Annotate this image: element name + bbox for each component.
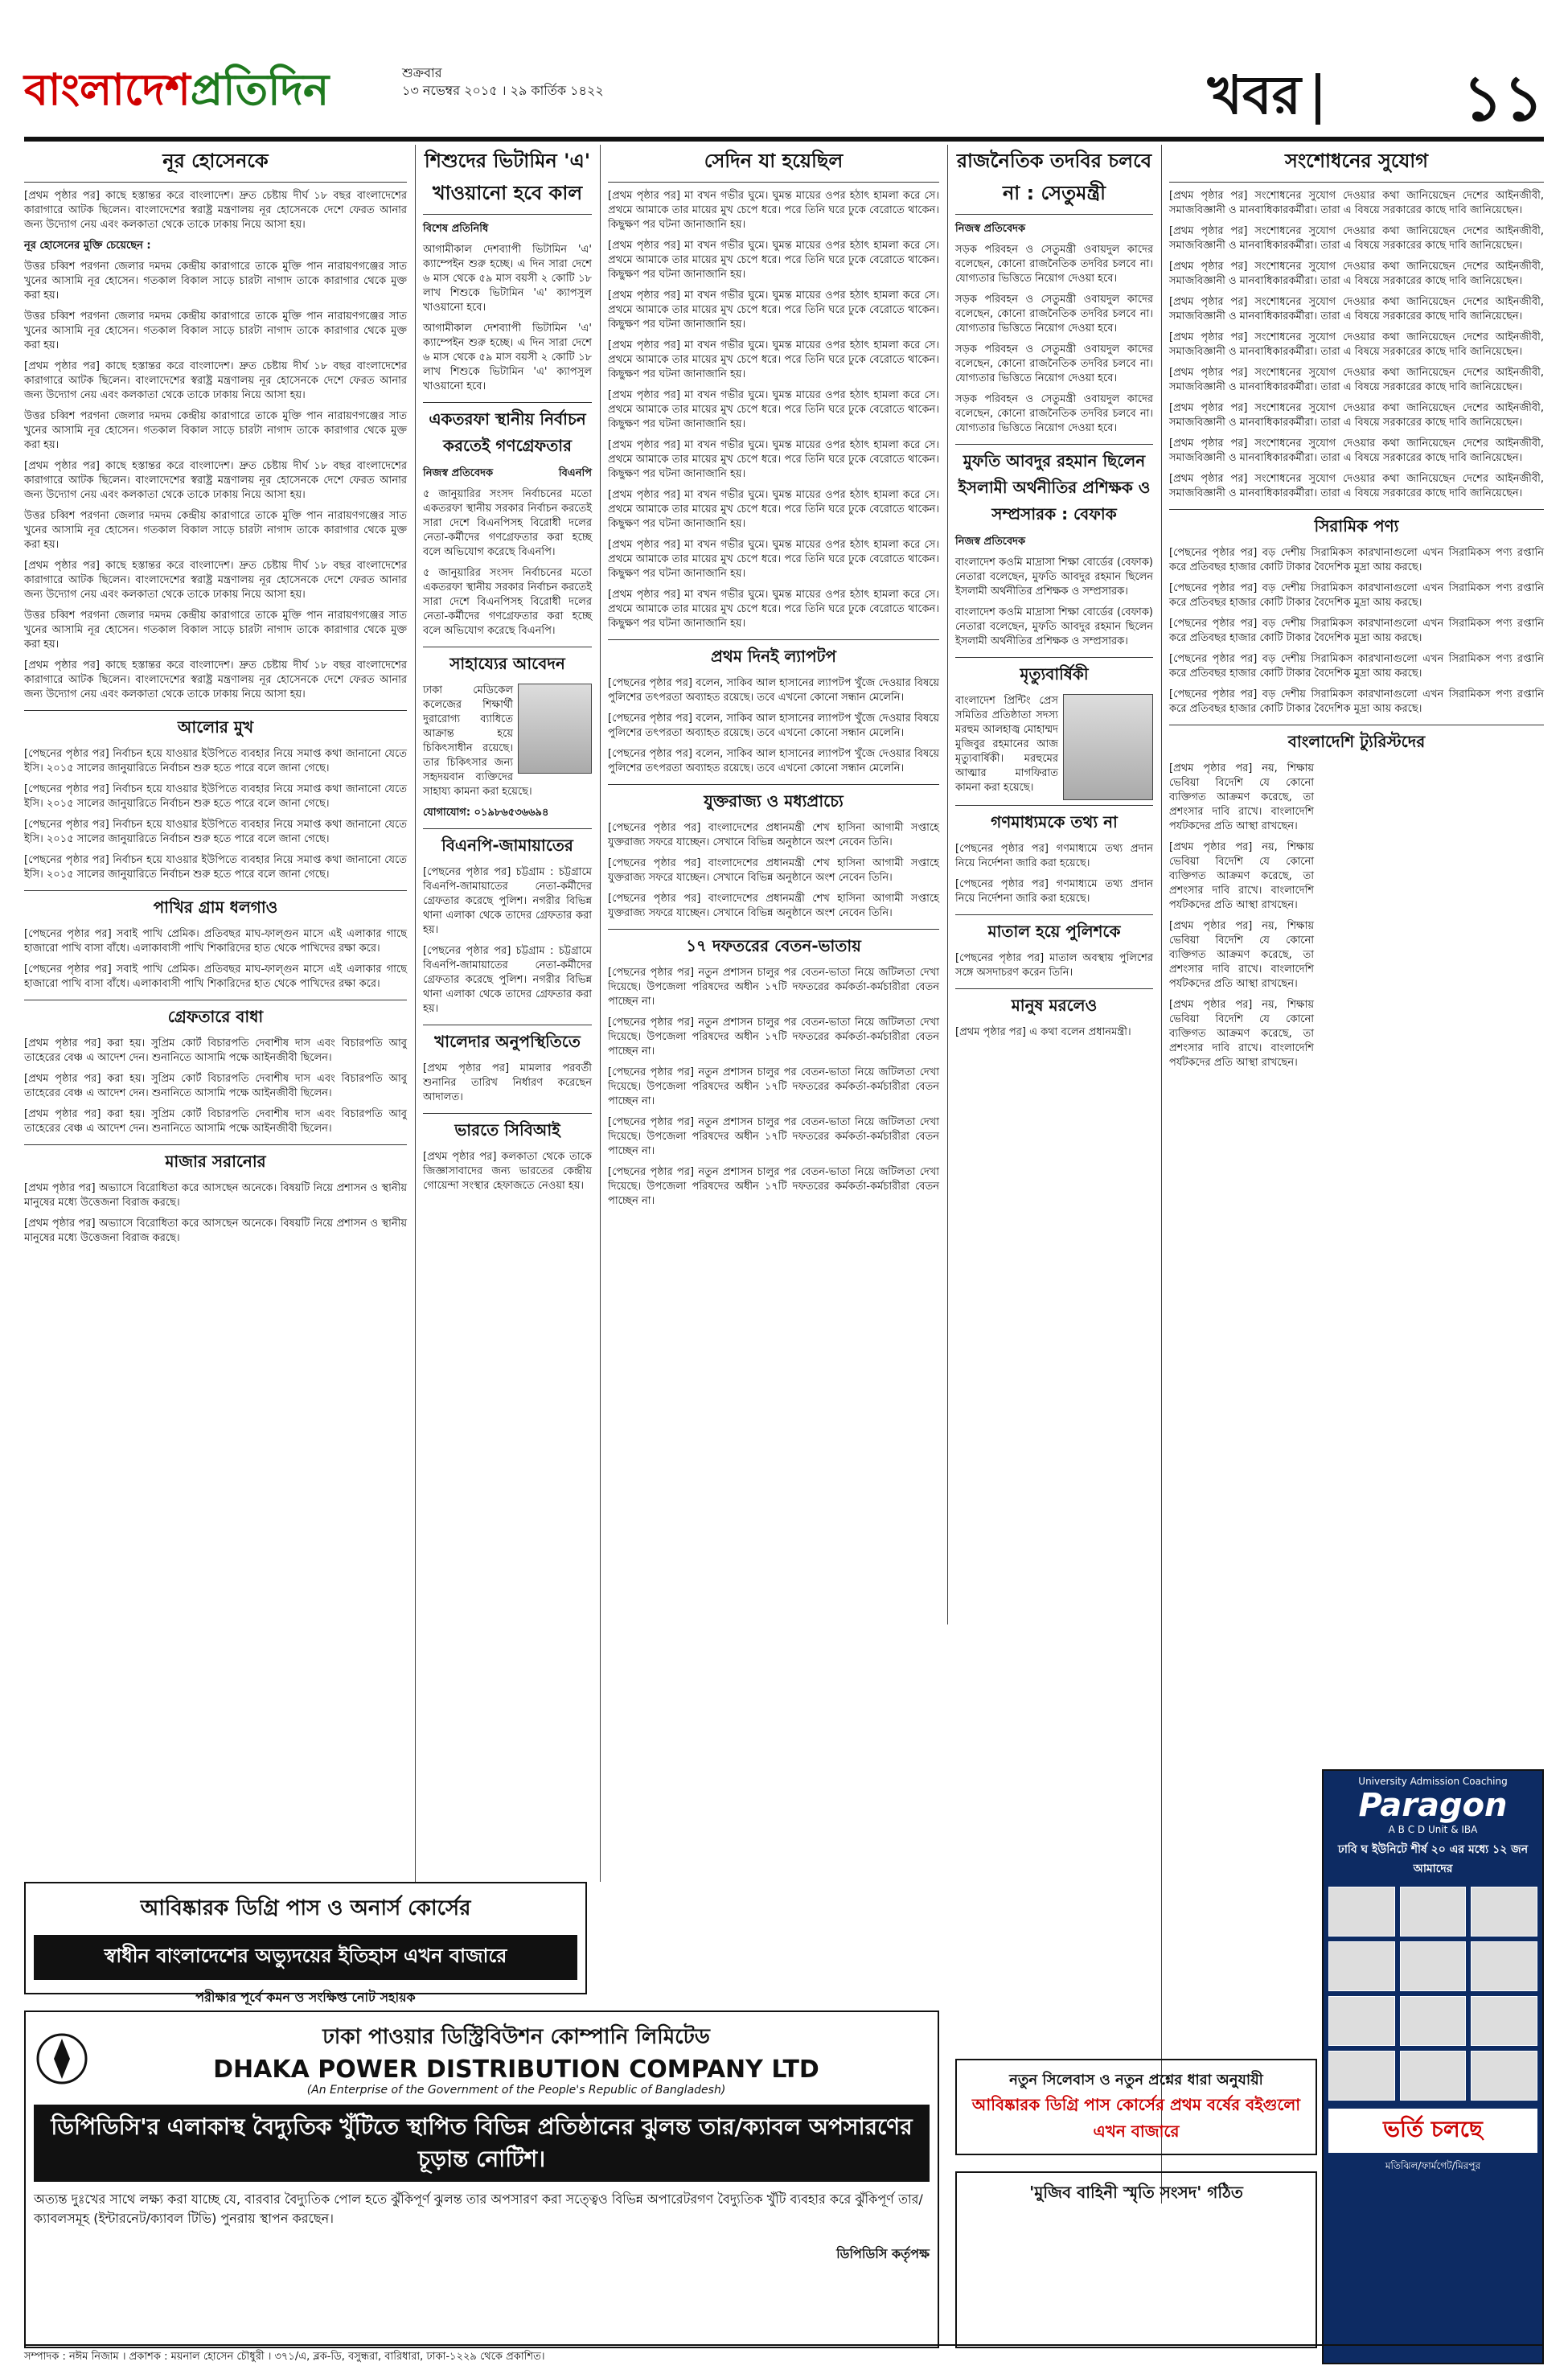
- dpdc-header: [34, 2020, 930, 2097]
- student-photo: [1400, 2051, 1467, 2101]
- section-divider: [1316, 73, 1320, 125]
- article-text: [পেছনের পৃষ্ঠার পর] নির্বাচন হয়ে যাওয়ার ইউপিতে ব্যবহার নিয়ে সমাপ্ত কথা জানানো যেতে ইসি। ২০১৫ সালের জানুয়ারিতে নির্বাচন শুরু হতে পারে বলে জানা গেছে।: [24, 854, 407, 881]
- student-photo: [1400, 1941, 1467, 1991]
- article-text: [প্রথম পৃষ্ঠার পর] সংশোধনের সুযোগ দেওয়ার কথা জানিয়েছেন দেশের আইনজীবী, সমাজবিজ্ঞানী ও মানবাধিকারকর্মীরা। তারা এ বিষয়ে সরকারের কাছে দাবি জানিয়েছেন।: [1169, 367, 1544, 393]
- article-text: [প্রথম পৃষ্ঠার পর] সংশোধনের সুযোগ দেওয়ার কথা জানিয়েছেন দেশের আইনজীবী, সমাজবিজ্ঞানী ও মানবাধিকারকর্মীরা। তারা এ বিষয়ে সরকারের কাছে দাবি জানিয়েছেন।: [1169, 402, 1544, 429]
- headline: সাহায্যের আবেদন: [423, 647, 592, 679]
- dpdc-logo-icon: [34, 2031, 90, 2087]
- student-photo-grid: [1328, 1887, 1537, 2101]
- student-photo: [1400, 1887, 1467, 1937]
- section-name: খবর: [1207, 64, 1301, 126]
- student-photo: [1400, 1996, 1467, 2046]
- article-text: [পেছনের পৃষ্ঠার পর] চট্টগ্রাম : চট্টগ্রামে বিএনপি-জামায়াতের নেতা-কর্মীদের গ্রেফতার করেছে পুলিশ। নগরীর বিভিন্ন থানা এলাকা থেকে তাদের গ্রেফতার করা হয়।: [423, 945, 592, 1015]
- student-photo: [1471, 1996, 1537, 2046]
- column-1: [24, 145, 407, 1252]
- article-text: [পেছনের পৃষ্ঠার পর] চট্টগ্রাম : চট্টগ্রামে বিএনপি-জামায়াতের নেতা-কর্মীদের গ্রেফতার করেছে পুলিশ। নগরীর বিভিন্ন থানা এলাকা থেকে তাদের গ্রেফতার করা হয়।: [423, 866, 592, 936]
- article-text: [প্রথম পৃষ্ঠার পর] অভ্যাসে বিরোধিতা করে আসছেন অনেকে। বিষয়টি নিয়ে প্রশাসন ও স্থানীয় মানুষের মধ্যে উত্তেজনা বিরাজ করছে।: [24, 1218, 407, 1244]
- dpdc-notice-body: অত্যন্ত দুঃখের সাথে লক্ষ্য করা যাচ্ছে যে, বারবার বৈদ্যুতিক পোল হতে ঝুঁকিপূর্ণ ঝুলন্ত তার অপসারণ করা সত্ত্বেও বিভিন্ন অপারেটরগণ বৈদ্যুতিক খুঁটি ব্যবহার করে ঝুঁকিপূর্ণ তার/ক্যাবলসমূহ (ইন্টারনেট/ক্যাবল টিভি) পুনরায় স্থাপন করছেন।: [34, 2191, 923, 2226]
- article-text: [পেছনের পৃষ্ঠার পর] নতুন প্রশাসন চালুর পর বেতন-ভাতা নিয়ে জটিলতা দেখা দিয়েছে। উপজেলা পরিষদের অধীন ১৭টি দফতরের কর্মকর্তা-কর্মচারীরা বেতন পাচ্ছেন না।: [608, 1066, 939, 1107]
- coaching-units: A B C D Unit & IBA: [1388, 1824, 1478, 1835]
- article-text: [পেছনের পৃষ্ঠার পর] বাংলাদেশের প্রধানমন্ত্রী শেখ হাসিনা আগামী সপ্তাহে যুক্তরাজ্য সফরে যাচ্ছেন। সেখানে বিভিন্ন অনুষ্ঠানে অংশ নেবেন তিনি।: [608, 893, 939, 919]
- article-text: [পেছনের পৃষ্ঠার পর] নতুন প্রশাসন চালুর পর বেতন-ভাতা নিয়ে জটিলতা দেখা দিয়েছে। উপজেলা পরিষদের অধীন ১৭টি দফতরের কর্মকর্তা-কর্মচারীরা বেতন পাচ্ছেন না।: [608, 1116, 939, 1157]
- person-photo: [1063, 694, 1153, 800]
- ad-title: আবিষ্কারক ডিগ্রি পাস ও অনার্স কোর্সের: [140, 1896, 471, 1920]
- dpdc-name-bangla: ঢাকা পাওয়ার ডিস্ট্রিবিউশন কোম্পানি লিমিটেড: [322, 2025, 710, 2049]
- headline: মুফতি আবদুর রহমান ছিলেন ইসলামী অর্থনীতির প্রশিক্ষক ও সম্প্রসারক : বেফাক: [955, 444, 1153, 529]
- ad-subtitle: স্বাধীন বাংলাদেশের অভ্যুদয়ের ইতিহাস এখন বাজারে: [34, 1935, 577, 1980]
- article-text: উত্তর চব্বিশ পরগনা জেলার দমদম কেন্দ্রীয় কারাগারে তাকে মুক্তি পান নারায়ণগঞ্জের সাত খুনের আসামি নূর হোসেন। গতকাল বিকাল সাড়ে চারটা নাগাদ তাকে কারাগার থেকে মুক্ত করা হয়।: [24, 610, 407, 651]
- student-photo: [1328, 1941, 1395, 1991]
- headline: মাজার সরানোর: [24, 1144, 407, 1177]
- article-text: [প্রথম পৃষ্ঠার পর] নয়, শিক্ষায় ভেবিয়া বিদেশি যে কোনো ব্যক্তিগত আক্রমণ করেছে, তা প্রশংসার দাবি রাখে। বাংলাদেশি পর্যটকদের প্রতি আস্থা রাখছেন।: [1169, 841, 1314, 911]
- headline: মৃত্যুবার্ষিকী: [955, 657, 1153, 689]
- article-text: [প্রথম পৃষ্ঠার পর] মামলার পরবর্তী শুনানির তারিখ নির্ধারণ করেছেন আদালত।: [423, 1062, 592, 1103]
- degree-book-ad: [24, 1882, 587, 2005]
- headline: ১৭ দফতরের বেতন-ভাতায়: [608, 929, 939, 961]
- article-text: উত্তর চব্বিশ পরগনা জেলার দমদম কেন্দ্রীয় কারাগারে তাকে মুক্তি পান নারায়ণগঞ্জের সাত খুনের আসামি নূর হোসেন। গতকাল বিকাল সাড়ে চারটা নাগাদ তাকে কারাগার থেকে মুক্ত করা হয়।: [24, 510, 407, 551]
- article-text: [প্রথম পৃষ্ঠার পর] করা হয়। সুপ্রিম কোর্ট বিচারপতি দেবাশীষ দাস এবং বিচারপতি আবু তাহেরের বেঞ্চ এ আদেশ দেন। শুনানিতে আসামি পক্ষে আইনজীবী ছিলেন।: [24, 1073, 407, 1099]
- headline: প্রথম দিনই ল্যাপটপ: [608, 639, 939, 672]
- article-text: [প্রথম পৃষ্ঠার পর] করা হয়। সুপ্রিম কোর্ট বিচারপতি দেবাশীষ দাস এবং বিচারপতি আবু তাহেরের বেঞ্চ এ আদেশ দেন। শুনানিতে আসামি পক্ষে আইনজীবী ছিলেন।: [24, 1108, 407, 1135]
- headline: খালেদার অনুপস্থিতিতে: [423, 1025, 592, 1057]
- article-text: [প্রথম পৃষ্ঠার পর] সংশোধনের সুযোগ দেওয়ার কথা জানিয়েছেন দেশের আইনজীবী, সমাজবিজ্ঞানী ও মানবাধিকারকর্মীরা। তারা এ বিষয়ে সরকারের কাছে দাবি জানিয়েছেন।: [1169, 473, 1544, 499]
- dpdc-notice-ad: [24, 2011, 939, 2348]
- page-number: ১১: [1462, 63, 1544, 135]
- article-text: [পেছনের পৃষ্ঠার পর] নতুন প্রশাসন চালুর পর বেতন-ভাতা নিয়ে জটিলতা দেখা দিয়েছে। উপজেলা পরিষদের অধীন ১৭টি দফতরের কর্মকর্তা-কর্মচারীরা বেতন পাচ্ছেন না।: [608, 967, 939, 1008]
- article-text: [প্রথম পৃষ্ঠার পর] নয়, শিক্ষায় ভেবিয়া বিদেশি যে কোনো ব্যক্তিগত আক্রমণ করেছে, তা প্রশংসার দাবি রাখে। বাংলাদেশি পর্যটকদের প্রতি আস্থা রাখছেন।: [1169, 762, 1314, 832]
- student-photo: [1328, 2051, 1395, 2101]
- article-text: [প্রথম পৃষ্ঠার পর] এ কথা বলেন প্রধানমন্ত্রী।: [955, 1026, 1131, 1038]
- date-line: ১৩ নভেম্বর ২০১৫ । ২৯ কার্তিক ১৪২২: [402, 83, 604, 98]
- brand-logo: [24, 56, 329, 129]
- headline: বিএনপি-জামায়াতের: [423, 828, 592, 860]
- article-text: নূর হোসেনের মুক্তি চেয়েছেন :: [24, 240, 151, 252]
- article-text: [প্রথম পৃষ্ঠার পর] সংশোধনের সুযোগ দেওয়ার কথা জানিয়েছেন দেশের আইনজীবী, সমাজবিজ্ঞানী ও মানবাধিকারকর্মীরা। তারা এ বিষয়ে সরকারের কাছে দাবি জানিয়েছেন।: [1169, 190, 1544, 216]
- article-text: [পেছনের পৃষ্ঠার পর] গণমাধ্যমে তথ্য প্রদান নিয়ে নির্দেশনা জারি করা হয়েছে।: [955, 878, 1153, 905]
- article-text: বাংলাদেশ কওমি মাদ্রাসা শিক্ষা বোর্ডের (বেফাক) নেতারা বলেছেন, মুফতি আবদুর রহমান ছিলেন ইসলামী অর্থনীতির প্রশিক্ষক ও সম্প্রসারক।: [955, 606, 1153, 647]
- article-text: [পেছনের পৃষ্ঠার পর] বড় দেশীয় সিরামিকস কারখানাগুলো এখন সিরামিকস পণ্য রপ্তানি করে প্রতিবছর হাজার কোটি টাকার বৈদেশিক মুদ্রা আয় করছে।: [1169, 547, 1544, 573]
- ad-title: নতুন সিলেবাস ও নতুন প্রশ্নের ধারা অনুযায়ী: [1009, 2072, 1263, 2089]
- headline: একতরফা স্থানীয় নির্বাচন করতেই গণগ্রেফতার: [423, 402, 592, 461]
- paragon-coaching-ad: [1322, 1769, 1544, 2364]
- headline: সংশোধনের সুযোগ: [1169, 146, 1544, 183]
- coaching-result: ঢাবি ঘ ইউনিটে শীর্ষ ২০ এর মধ্যে ১২ জন আমাদের: [1337, 1843, 1529, 1875]
- article-text: ৫ জানুয়ারির সংসদ নির্বাচনের মতো একতরফা স্থানীয় সরকার নির্বাচন করতেই সারা দেশে বিএনপিসহ বিরোধী দলের নেতা-কর্মীদের গণগ্রেফতার করা হচ্ছে বলে অভিযোগ করেছে বিএনপি।: [423, 567, 592, 637]
- article-text: [প্রথম পৃষ্ঠার পর] মা বখন গভীর ঘুমে। ঘুমন্ত মায়ের ওপর হঠাৎ হামলা করে সে। প্রথমে আমাকে তার মায়ের মুখ চেপে ধরে। পরে তিনি ঘরে ঢুকে বেরোতে থাকেন। কিছুক্ষণ পর ঘটনা জানাজানি হয়।: [608, 439, 939, 480]
- article-text: [প্রথম পৃষ্ঠার পর] মা বখন গভীর ঘুমে। ঘুমন্ত মায়ের ওপর হঠাৎ হামলা করে সে। প্রথমে আমাকে তার মায়ের মুখ চেপে ধরে। পরে তিনি ঘরে ঢুকে বেরোতে থাকেন। কিছুক্ষণ পর ঘটনা জানাজানি হয়।: [608, 489, 939, 530]
- article-text: [প্রথম পৃষ্ঠার পর] কাছে হস্তান্তর করে বাংলাদেশ। দ্রুত চেষ্টায় দীর্ঘ ১৮ বছর বাংলাদেশের কারাগারে আটক ছিলেন। বাংলাদেশের স্বরাষ্ট্র মন্ত্রণালয় নূর হোসেনকে দেশে ফেরত আনার জন্য উদ্যোগ নেয় এবং কলকাতা থেকে তাকে ঢাকায় নিয়ে আসা হয়।: [24, 659, 407, 700]
- branch-info: মতিঝিল/ফার্মগেট/মিরপুর: [1385, 2160, 1481, 2171]
- byline: [423, 466, 592, 483]
- article-text: [প্রথম পৃষ্ঠার পর] কাছে হস্তান্তর করে বাংলাদেশ। দ্রুত চেষ্টায় দীর্ঘ ১৮ বছর বাংলাদেশের কারাগারে আটক ছিলেন। বাংলাদেশের স্বরাষ্ট্র মন্ত্রণালয় নূর হোসেনকে দেশে ফেরত আনার জন্য উদ্যোগ নেয় এবং কলকাতা থেকে তাকে ঢাকায় নিয়ে আসা হয়।: [24, 460, 407, 501]
- masthead: [24, 48, 1544, 142]
- article-text: [পেছনের পৃষ্ঠার পর] নির্বাচন হয়ে যাওয়ার ইউপিতে ব্যবহার নিয়ে সমাপ্ত কথা জানানো যেতে ইসি। ২০১৫ সালের জানুয়ারিতে নির্বাচন শুরু হতে পারে বলে জানা গেছে।: [24, 783, 407, 810]
- headline: আলোর মুখ: [24, 710, 407, 742]
- degree-book-ad-2: [955, 2059, 1317, 2155]
- article-text: [পেছনের পৃষ্ঠার পর] নির্বাচন হয়ে যাওয়ার ইউপিতে ব্যবহার নিয়ে সমাপ্ত কথা জানানো যেতে ইসি। ২০১৫ সালের জানুয়ারিতে নির্বাচন শুরু হতে পারে বলে জানা গেছে।: [24, 819, 407, 845]
- byline-right: বিএনপি: [558, 467, 592, 479]
- article-text: [পেছনের পৃষ্ঠার পর] বড় দেশীয় সিরামিকস কারখানাগুলো এখন সিরামিকস পণ্য রপ্তানি করে প্রতিবছর হাজার কোটি টাকার বৈদেশিক মুদ্রা আয় করছে।: [1169, 582, 1544, 609]
- article-text: সড়ক পরিবহন ও সেতুমন্ত্রী ওবায়দুল কাদের বলেছেন, কোনো রাজনৈতিক তদবির চলবে না। যোগ্যতার ভিত্তিতে নিয়োগ দেওয়া হবে।: [955, 294, 1153, 335]
- article-text: সড়ক পরিবহন ও সেতুমন্ত্রী ওবায়দুল কাদের বলেছেন, কোনো রাজনৈতিক তদবির চলবে না। যোগ্যতার ভিত্তিতে নিয়োগ দেওয়া হবে।: [955, 343, 1153, 384]
- article-text: [প্রথম পৃষ্ঠার পর] অভ্যাসে বিরোধিতা করে আসছেন অনেকে। বিষয়টি নিয়ে প্রশাসন ও স্থানীয় মানুষের মধ্যে উত্তেজনা বিরাজ করছে।: [24, 1182, 407, 1209]
- coaching-header: University Admission Coaching: [1358, 1776, 1508, 1787]
- article-text: [প্রথম পৃষ্ঠার পর] কাছে হস্তান্তর করে বাংলাদেশ। দ্রুত চেষ্টায় দীর্ঘ ১৮ বছর বাংলাদেশের কারাগারে আটক ছিলেন। বাংলাদেশের স্বরাষ্ট্র মন্ত্রণালয় নূর হোসেনকে দেশে ফেরত আনার জন্য উদ্যোগ নেয় এবং কলকাতা থেকে তাকে ঢাকায় নিয়ে আসা হয়।: [24, 190, 407, 231]
- article-text: [প্রথম পৃষ্ঠার পর] নয়, শিক্ষায় ভেবিয়া বিদেশি যে কোনো ব্যক্তিগত আক্রমণ করেছে, তা প্রশংসার দাবি রাখে। বাংলাদেশি পর্যটকদের প্রতি আস্থা রাখছেন।: [1169, 999, 1314, 1069]
- headline: বাংলাদেশি ট্যুরিস্টদের: [1169, 725, 1544, 757]
- article-text: উত্তর চব্বিশ পরগনা জেলার দমদম কেন্দ্রীয় কারাগারে তাকে মুক্তি পান নারায়ণগঞ্জের সাত খুনের আসামি নূর হোসেন। গতকাল বিকাল সাড়ে চারটা নাগাদ তাকে কারাগার থেকে মুক্ত করা হয়।: [24, 261, 407, 302]
- byline: বিশেষ প্রতিনিধি: [423, 223, 489, 235]
- article-text: যোগাযোগ: ০১৯৮৬৫৩৬৬৯৪: [423, 807, 549, 819]
- dpdc-tagline: (An Enterprise of the Government of the People's Republic of Bangladesh): [306, 2084, 726, 2097]
- brand-part-1: বাংলাদেশ: [24, 64, 191, 115]
- article-text: বাংলাদেশ কওমি মাদ্রাসা শিক্ষা বোর্ডের (বেফাক) নেতারা বলেছেন, মুফতি আবদুর রহমান ছিলেন ইসলামী অর্থনীতির প্রশিক্ষক ও সম্প্রসারক।: [955, 557, 1153, 598]
- article-text: সড়ক পরিবহন ও সেতুমন্ত্রী ওবায়দুল কাদের বলেছেন, কোনো রাজনৈতিক তদবির চলবে না। যোগ্যতার ভিত্তিতে নিয়োগ দেওয়া হবে।: [955, 244, 1153, 285]
- section-title: [1208, 55, 1335, 143]
- column-divider: [415, 145, 416, 1882]
- byline: নিজস্ব প্রতিবেদক: [955, 536, 1026, 548]
- headline: গণমাধ্যমকে তথ্য না: [955, 805, 1153, 837]
- headline: মাতাল হয়ে পুলিশকে: [955, 914, 1153, 947]
- article-text: ৫ জানুয়ারির সংসদ নির্বাচনের মতো একতরফা স্থানীয় সরকার নির্বাচন করতেই সারা দেশে বিএনপিসহ বিরোধী দলের নেতা-কর্মীদের গণগ্রেফতার করা হচ্ছে বলে অভিযোগ করেছে বিএনপি।: [423, 488, 592, 558]
- dpdc-signature: ডিপিডিসি কর্তৃপক্ষ: [836, 2246, 930, 2261]
- article-text: সড়ক পরিবহন ও সেতুমন্ত্রী ওবায়দুল কাদের বলেছেন, কোনো রাজনৈতিক তদবির চলবে না। যোগ্যতার ভিত্তিতে নিয়োগ দেওয়া হবে।: [955, 393, 1153, 434]
- article-text: [পেছনের পৃষ্ঠার পর] সবাই পাখি প্রেমিক। প্রতিবছর মাঘ-ফাল্গুন মাসে এই এলাকার গাছে হাজারো পাখি বাসা বাঁধে। এলাকাবাসী পাখি শিকারিদের হাত থেকে পাখিদের রক্ষা করে।: [24, 928, 407, 955]
- article-text: [পেছনের পৃষ্ঠার পর] নতুন প্রশাসন চালুর পর বেতন-ভাতা নিয়ে জটিলতা দেখা দিয়েছে। উপজেলা পরিষদের অধীন ১৭টি দফতরের কর্মকর্তা-কর্মচারীরা বেতন পাচ্ছেন না।: [608, 1166, 939, 1207]
- article-text: ঢাকা মেডিকেল কলেজের শিক্ষার্থী দুরারোগ্য ব্যাধিতে আক্রান্ত হয়ে চিকিৎসাধীন রয়েছে। তার চিকিৎসার জন্য সহৃদয়বান ব্যক্তিদের সাহায্য কামনা করা হয়েছে।: [423, 684, 532, 798]
- article-text: [পেছনের পৃষ্ঠার পর] বড় দেশীয় সিরামিকস কারখানাগুলো এখন সিরামিকস পণ্য রপ্তানি করে প্রতিবছর হাজার কোটি টাকার বৈদেশিক মুদ্রা আয় করছে।: [1169, 688, 1544, 715]
- article-text: [প্রথম পৃষ্ঠার পর] সংশোধনের সুযোগ দেওয়ার কথা জানিয়েছেন দেশের আইনজীবী, সমাজবিজ্ঞানী ও মানবাধিকারকর্মীরা। তারা এ বিষয়ে সরকারের কাছে দাবি জানিয়েছেন।: [1169, 225, 1544, 252]
- article-text: উত্তর চব্বিশ পরগনা জেলার দমদম কেন্দ্রীয় কারাগারে তাকে মুক্তি পান নারায়ণগঞ্জের সাত খুনের আসামি নূর হোসেন। গতকাল বিকাল সাড়ে চারটা নাগাদ তাকে কারাগার থেকে মুক্ত করা হয়।: [24, 410, 407, 451]
- mujib-bahini-notice: [955, 2171, 1317, 2348]
- article-text: [প্রথম পৃষ্ঠার পর] সংশোধনের সুযোগ দেওয়ার কথা জানিয়েছেন দেশের আইনজীবী, সমাজবিজ্ঞানী ও মানবাধিকারকর্মীরা। তারা এ বিষয়ে সরকারের কাছে দাবি জানিয়েছেন।: [1169, 437, 1544, 464]
- article-text: [পেছনের পৃষ্ঠার পর] সবাই পাখি প্রেমিক। প্রতিবছর মাঘ-ফাল্গুন মাসে এই এলাকার গাছে হাজারো পাখি বাসা বাঁধে। এলাকাবাসী পাখি শিকারিদের হাত থেকে পাখিদের রক্ষা করে।: [24, 963, 407, 990]
- article-text: [পেছনের পৃষ্ঠার পর] মাতাল অবস্থায় পুলিশের সঙ্গে অসদাচরণ করেন তিনি।: [955, 952, 1153, 979]
- article-text: বাংলাদেশ প্রিন্টিং প্রেস সমিতির প্রতিষ্ঠাতা সদস্য মরহুম আলহাজ্ব মোহাম্মদ মুজিবুর রহমানের আজ মৃত্যুবার্ষিকী। মরহুমের আত্মার মাগফিরাত কামনা করা হয়েছে।: [955, 695, 1058, 794]
- article-text: [পেছনের পৃষ্ঠার পর] বলেন, সাকিব আল হাসানের ল্যাপটপ খুঁজে দেওয়ার বিষয়ে পুলিশের তৎপরতা অব্যাহত রয়েছে। তবে এখনো কোনো সন্ধান মেলেনি।: [608, 748, 939, 774]
- article-text: আগামীকাল দেশব্যাপী ভিটামিন 'এ' ক্যাম্পেইন শুরু হচ্ছে। এ দিন সারা দেশে ৬ মাস থেকে ৫৯ মাস বয়সী ২ কোটি ১৮ লাখ শিশুকে ভিটামিন 'এ' ক্যাপসুল খাওয়ানো হবে।: [423, 322, 592, 392]
- person-photo: [518, 684, 592, 774]
- article-text: [পেছনের পৃষ্ঠার পর] বড় দেশীয় সিরামিকস কারখানাগুলো এখন সিরামিকস পণ্য রপ্তানি করে প্রতিবছর হাজার কোটি টাকার বৈদেশিক মুদ্রা আয় করছে।: [1169, 653, 1544, 680]
- paragon-logo: Paragon: [1358, 1787, 1508, 1824]
- byline: নিজস্ব প্রতিবেদক: [955, 223, 1026, 235]
- article-text: [প্রথম পৃষ্ঠার পর] মা বখন গভীর ঘুমে। ঘুমন্ত মায়ের ওপর হঠাৎ হামলা করে সে। প্রথমে আমাকে তার মায়ের মুখ চেপে ধরে। পরে তিনি ঘরে ঢুকে বেরোতে থাকেন। কিছুক্ষণ পর ঘটনা জানাজানি হয়।: [608, 589, 939, 630]
- brand-part-2: প্রতিদিন: [190, 64, 330, 115]
- column-4: [955, 145, 1153, 1046]
- column-divider: [600, 145, 601, 1882]
- article-text: [প্রথম পৃষ্ঠার পর] করা হয়। সুপ্রিম কোর্ট বিচারপতি দেবাশীষ দাস এবং বিচারপতি আবু তাহেরের বেঞ্চ এ আদেশ দেন। শুনানিতে আসামি পক্ষে আইনজীবী ছিলেন।: [24, 1037, 407, 1064]
- article-text: [প্রথম পৃষ্ঠার পর] সংশোধনের সুযোগ দেওয়ার কথা জানিয়েছেন দেশের আইনজীবী, সমাজবিজ্ঞানী ও মানবাধিকারকর্মীরা। তারা এ বিষয়ে সরকারের কাছে দাবি জানিয়েছেন।: [1169, 331, 1544, 358]
- headline: সিরামিক পণ্য: [1169, 509, 1544, 541]
- column-2: [423, 145, 592, 1200]
- article-text: [পেছনের পৃষ্ঠার পর] বাংলাদেশের প্রধানমন্ত্রী শেখ হাসিনা আগামী সপ্তাহে যুক্তরাজ্য সফরে যাচ্ছেন। সেখানে বিভিন্ন অনুষ্ঠানে অংশ নেবেন তিনি।: [608, 822, 939, 848]
- headline: শিশুদের ভিটামিন 'এ' খাওয়ানো হবে কাল: [423, 146, 592, 215]
- headline: নূর হোসেনকে: [24, 146, 407, 183]
- article-text: [প্রথম পৃষ্ঠার পর] মা বখন গভীর ঘুমে। ঘুমন্ত মায়ের ওপর হঠাৎ হামলা করে সে। প্রথমে আমাকে তার মায়ের মুখ চেপে ধরে। পরে তিনি ঘরে ঢুকে বেরোতে থাকেন। কিছুক্ষণ পর ঘটনা জানাজানি হয়।: [608, 190, 939, 231]
- issue-date: [402, 64, 604, 100]
- article-text: [পেছনের পৃষ্ঠার পর] গণমাধ্যমে তথ্য প্রদান নিয়ে নির্দেশনা জারি করা হয়েছে।: [955, 843, 1153, 869]
- article-text: [পেছনের পৃষ্ঠার পর] নতুন প্রশাসন চালুর পর বেতন-ভাতা নিয়ে জটিলতা দেখা দিয়েছে। উপজেলা পরিষদের অধীন ১৭টি দফতরের কর্মকর্তা-কর্মচারীরা বেতন পাচ্ছেন না।: [608, 1017, 939, 1058]
- article-text: [প্রথম পৃষ্ঠার পর] মা বখন গভীর ঘুমে। ঘুমন্ত মায়ের ওপর হঠাৎ হামলা করে সে। প্রথমে আমাকে তার মায়ের মুখ চেপে ধরে। পরে তিনি ঘরে ঢুকে বেরোতে থাকেন। কিছুক্ষণ পর ঘটনা জানাজানি হয়।: [608, 290, 939, 331]
- byline-left: নিজস্ব প্রতিবেদক: [423, 467, 494, 479]
- column-5: [1169, 145, 1544, 1077]
- article-text: [প্রথম পৃষ্ঠার পর] সংশোধনের সুযোগ দেওয়ার কথা জানিয়েছেন দেশের আইনজীবী, সমাজবিজ্ঞানী ও মানবাধিকারকর্মীরা। তারা এ বিষয়ে সরকারের কাছে দাবি জানিয়েছেন।: [1169, 261, 1544, 287]
- headline: পাখির গ্রাম ধলগাও: [24, 890, 407, 922]
- article-text: [প্রথম পৃষ্ঠার পর] কাছে হস্তান্তর করে বাংলাদেশ। দ্রুত চেষ্টায় দীর্ঘ ১৮ বছর বাংলাদেশের কারাগারে আটক ছিলেন। বাংলাদেশের স্বরাষ্ট্র মন্ত্রণালয় নূর হোসেনকে দেশে ফেরত আনার জন্য উদ্যোগ নেয় এবং কলকাতা থেকে তাকে ঢাকায় নিয়ে আসা হয়।: [24, 560, 407, 601]
- article-text: [প্রথম পৃষ্ঠার পর] মা বখন গভীর ঘুমে। ঘুমন্ত মায়ের ওপর হঠাৎ হামলা করে সে। প্রথমে আমাকে তার মায়ের মুখ চেপে ধরে। পরে তিনি ঘরে ঢুকে বেরোতে থাকেন। কিছুক্ষণ পর ঘটনা জানাজানি হয়।: [608, 240, 939, 281]
- article-text: [পেছনের পৃষ্ঠার পর] বড় দেশীয় সিরামিকস কারখানাগুলো এখন সিরামিকস পণ্য রপ্তানি করে প্রতিবছর হাজার কোটি টাকার বৈদেশিক মুদ্রা আয় করছে।: [1169, 618, 1544, 644]
- article-text: আগামীকাল দেশব্যাপী ভিটামিন 'এ' ক্যাম্পেইন শুরু হচ্ছে। এ দিন সারা দেশে ৬ মাস থেকে ৫৯ মাস বয়সী ২ কোটি ১৮ লাখ শিশুকে ভিটামিন 'এ' ক্যাপসুল খাওয়ানো হবে।: [423, 244, 592, 314]
- admission-open: ভর্তি চলছে: [1328, 2109, 1537, 2153]
- article-text: [প্রথম পৃষ্ঠার পর] মা বখন গভীর ঘুমে। ঘুমন্ত মায়ের ওপর হঠাৎ হামলা করে সে। প্রথমে আমাকে তার মায়ের মুখ চেপে ধরে। পরে তিনি ঘরে ঢুকে বেরোতে থাকেন। কিছুক্ষণ পর ঘটনা জানাজানি হয়।: [608, 389, 939, 430]
- column-divider: [1161, 145, 1162, 2204]
- article-text: [পেছনের পৃষ্ঠার পর] বলেন, সাকিব আল হাসানের ল্যাপটপ খুঁজে দেওয়ার বিষয়ে পুলিশের তৎপরতা অব্যাহত রয়েছে। তবে এখনো কোনো সন্ধান মেলেনি।: [608, 677, 939, 704]
- headline: ভারতে সিবিআই: [423, 1113, 592, 1145]
- imprint-footer: সম্পাদক : নঈম নিজাম । প্রকাশক : ময়নাল হোসেন চৌধুরী । ৩৭১/এ, ব্লক-ডি, বসুন্ধরা, বারিধারা, ঢাকা-১২২৯ থেকে প্রকাশিত।: [24, 2344, 1544, 2366]
- headline: গ্রেফতারে বাধা: [24, 1000, 407, 1032]
- article-text: [প্রথম পৃষ্ঠার পর] মা বখন গভীর ঘুমে। ঘুমন্ত মায়ের ওপর হঠাৎ হামলা করে সে। প্রথমে আমাকে তার মায়ের মুখ চেপে ধরে। পরে তিনি ঘরে ঢুকে বেরোতে থাকেন। কিছুক্ষণ পর ঘটনা জানাজানি হয়।: [608, 339, 939, 380]
- student-photo: [1328, 1887, 1395, 1937]
- headline: সেদিন যা হয়েছিল: [608, 146, 939, 183]
- article-text: [প্রথম পৃষ্ঠার পর] কলকাতা থেকে তাকে জিজ্ঞাসাবাদের জন্য ভারতের কেন্দ্রীয় গোয়েন্দা সংস্থার হেফাজতে নেওয়া হয়।: [423, 1151, 592, 1192]
- article-text: [প্রথম পৃষ্ঠার পর] কাছে হস্তান্তর করে বাংলাদেশ। দ্রুত চেষ্টায় দীর্ঘ ১৮ বছর বাংলাদেশের কারাগারে আটক ছিলেন। বাংলাদেশের স্বরাষ্ট্র মন্ত্রণালয় নূর হোসেনকে দেশে ফেরত আনার জন্য উদ্যোগ নেয় এবং কলকাতা থেকে তাকে ঢাকায় নিয়ে আসা হয়।: [24, 360, 407, 401]
- article-text: [প্রথম পৃষ্ঠার পর] সংশোধনের সুযোগ দেওয়ার কথা জানিয়েছেন দেশের আইনজীবী, সমাজবিজ্ঞানী ও মানবাধিকারকর্মীরা। তারা এ বিষয়ে সরকারের কাছে দাবি জানিয়েছেন।: [1169, 296, 1544, 322]
- article-text: [পেছনের পৃষ্ঠার পর] নির্বাচন হয়ে যাওয়ার ইউপিতে ব্যবহার নিয়ে সমাপ্ত কথা জানানো যেতে ইসি। ২০১৫ সালের জানুয়ারিতে নির্বাচন শুরু হতে পারে বলে জানা গেছে।: [24, 748, 407, 774]
- article-text: [প্রথম পৃষ্ঠার পর] নয়, শিক্ষায় ভেবিয়া বিদেশি যে কোনো ব্যক্তিগত আক্রমণ করেছে, তা প্রশংসার দাবি রাখে। বাংলাদেশি পর্যটকদের প্রতি আস্থা রাখছেন।: [1169, 920, 1314, 990]
- article-text: [পেছনের পৃষ্ঠার পর] বাংলাদেশের প্রধানমন্ত্রী শেখ হাসিনা আগামী সপ্তাহে যুক্তরাজ্য সফরে যাচ্ছেন। সেখানে বিভিন্ন অনুষ্ঠানে অংশ নেবেন তিনি।: [608, 857, 939, 884]
- ad-subtitle: আবিষ্কারক ডিগ্রি পাস কোর্সের প্রথম বর্ষের বইগুলো এখন বাজারে: [971, 2095, 1301, 2141]
- headline: যুক্তরাজ্য ও মধ্যপ্রাচ্যে: [608, 784, 939, 816]
- headline: মানুষ মরলেও: [955, 988, 1153, 1021]
- column-divider: [947, 145, 948, 1624]
- student-photo: [1328, 1996, 1395, 2046]
- article-text: [প্রথম পৃষ্ঠার পর] মা বখন গভীর ঘুমে। ঘুমন্ত মায়ের ওপর হঠাৎ হামলা করে সে। প্রথমে আমাকে তার মায়ের মুখ চেপে ধরে। পরে তিনি ঘরে ঢুকে বেরোতে থাকেন। কিছুক্ষণ পর ঘটনা জানাজানি হয়।: [608, 539, 939, 580]
- notice-title: 'মুজিব বাহিনী স্মৃতি সংসদ' গঠিত: [1029, 2183, 1243, 2202]
- ad-note: পরীক্ষার পূর্বে কমন ও সংক্ষিপ্ত নোট সহায়ক: [195, 1990, 416, 2005]
- weekday: শুক্রবার: [402, 65, 442, 80]
- student-photo: [1471, 2051, 1537, 2101]
- dpdc-name-english: DHAKA POWER DISTRIBUTION COMPANY LTD: [213, 2056, 819, 2084]
- article-text: [পেছনের পৃষ্ঠার পর] বলেন, সাকিব আল হাসানের ল্যাপটপ খুঁজে দেওয়ার বিষয়ে পুলিশের তৎপরতা অব্যাহত রয়েছে। তবে এখনো কোনো সন্ধান মেলেনি।: [608, 713, 939, 739]
- column-3: [608, 145, 939, 1215]
- headline: রাজনৈতিক তদবির চলবে না : সেতুমন্ত্রী: [955, 146, 1153, 215]
- student-photo: [1471, 1887, 1537, 1937]
- dpdc-notice-title: ডিপিডিসি'র এলাকাস্থ বৈদ্যুতিক খুঁটিতে স্থাপিত বিভিন্ন প্রতিষ্ঠানের ঝুলন্ত তার/ক্যাবল অপসারণের চূড়ান্ত নোটিশ।: [34, 2105, 930, 2182]
- student-photo: [1471, 1941, 1537, 1991]
- article-text: উত্তর চব্বিশ পরগনা জেলার দমদম কেন্দ্রীয় কারাগারে তাকে মুক্তি পান নারায়ণগঞ্জের সাত খুনের আসামি নূর হোসেন। গতকাল বিকাল সাড়ে চারটা নাগাদ তাকে কারাগার থেকে মুক্ত করা হয়।: [24, 310, 407, 351]
